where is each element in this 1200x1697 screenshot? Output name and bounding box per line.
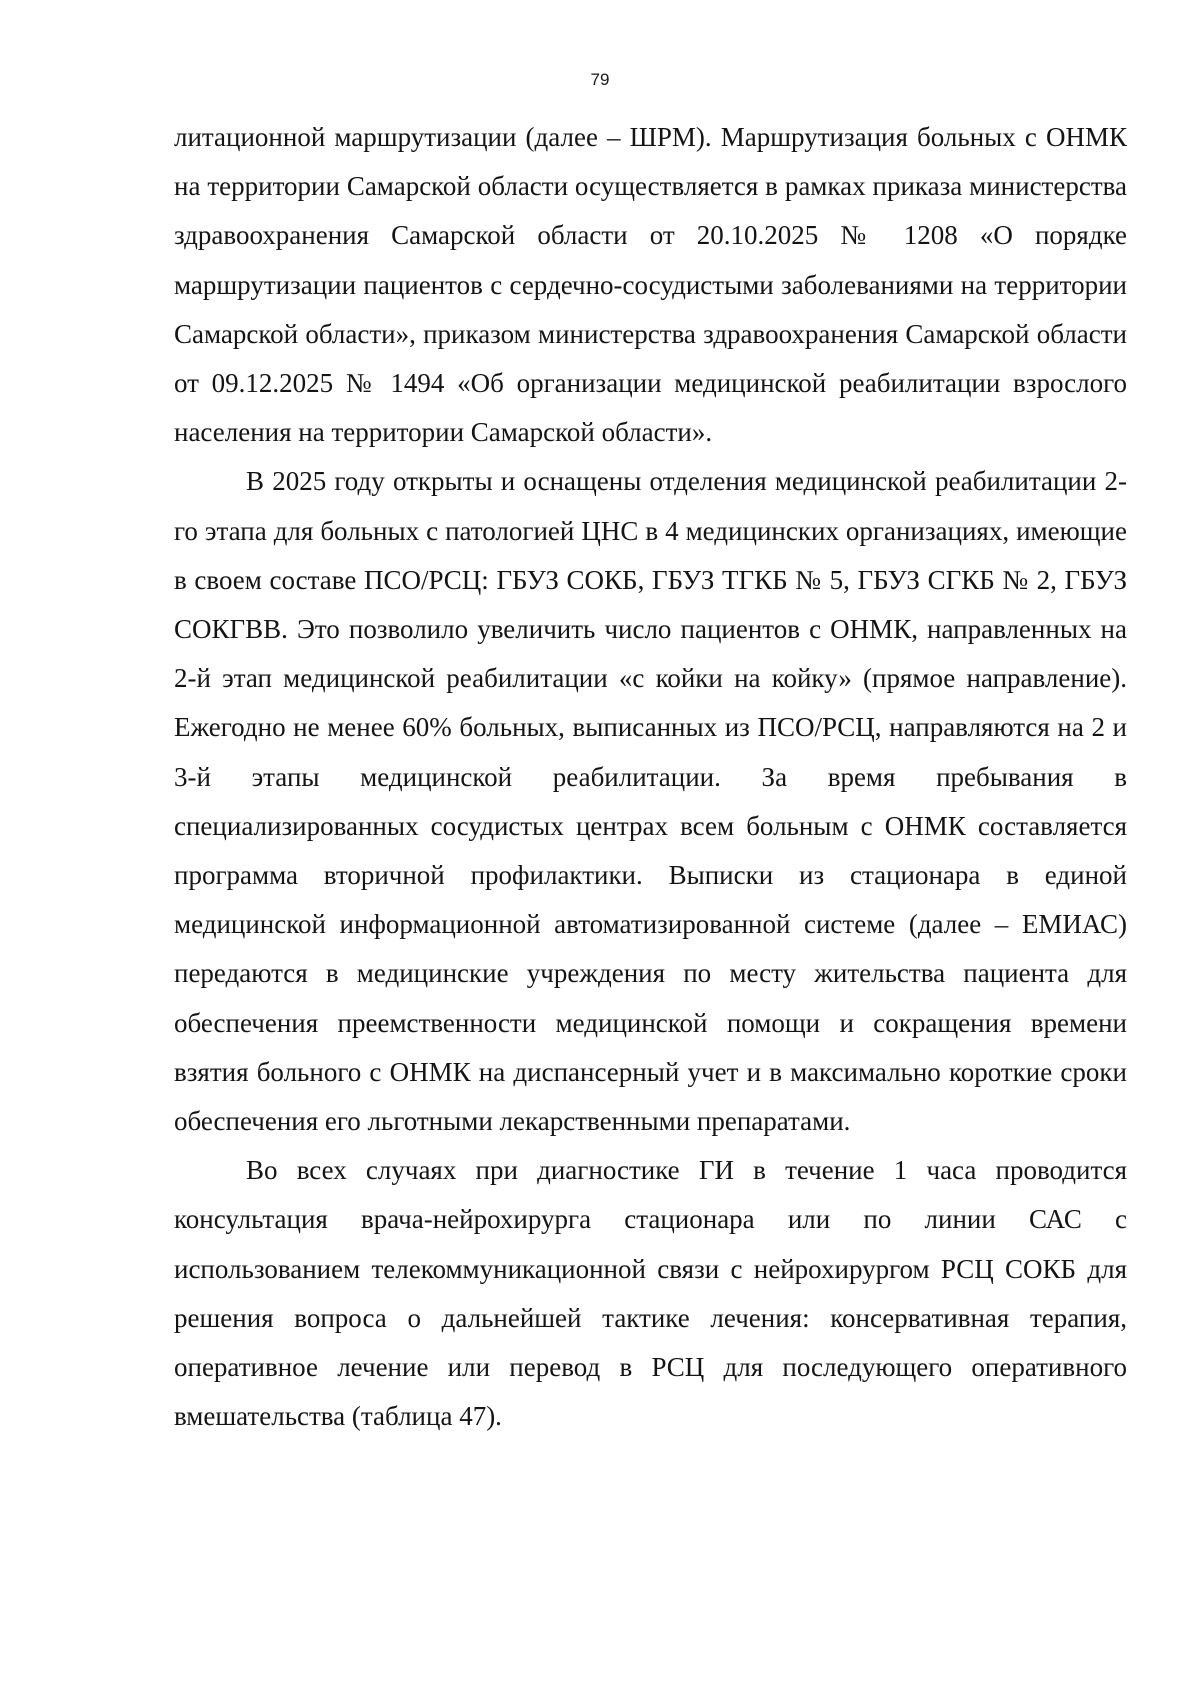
paragraph: Во всех случаях при диагностике ГИ в течение 1 часа проводится консультация врача-нейрохирурга стационара или по линии САС с использованием телекоммуникационной связи с нейрохирургом РСЦ СОКБ для решения вопроса о дальнейшей тактике лечения: консервативная терапия, оперативное лечение или перевод в РСЦ для последующего оперативного вмешательства (таблица 47). (174, 1155, 1127, 1432)
page-number: 79 (590, 70, 610, 89)
paragraph: литационной маршрутизации (далее – ШРМ). Маршрутизация больных с ОНМК на территории Самарской области осуществляется в рамках приказа министерства здравоохранения Самарской области от 20.10.2025 № 1208 «О порядке маршрутизации пациентов с сердечно-сосудистыми заболеваниями на территории Самарской области», приказом министерства здравоохранения Самарской области от 09.12.2025 № 1494 «Об организации медицинской реабилитации взрослого населения на территории Самарской области». (174, 122, 1127, 448)
document-body (174, 113, 1127, 1441)
paragraph: В 2025 году открыты и оснащены отделения медицинской реабилитации 2-го этапа для больных с патологией ЦНС в 4 медицинских организациях, имеющие в своем составе ПСО/РСЦ: ГБУЗ СОКБ, ГБУЗ ТГКБ № 5, ГБУЗ СГКБ № 2, ГБУЗ СОКГВВ. Это позволило увеличить число пациентов с ОНМК, направленных на 2-й этап медицинской реабилитации «с койки на койку» (прямое направление). Ежегодно не менее 60% больных, выписанных из ПСО/РСЦ, направляются на 2 и 3-й этапы медицинской реабилитации. За время пребывания в специализированных сосудистых центрах всем больным с ОНМК составляется программа вторичной профилактики. Выписки из стационара в единой медицинской информационной автоматизированной системе (далее – ЕМИАС) передаются в медицинские учреждения по месту жительства пациента для обеспечения преемственности медицинской помощи и сокращения времени взятия больного с ОНМК на диспансерный учет и в максимально короткие сроки обеспечения его льготными лекарственными препаратами. (174, 466, 1127, 1137)
